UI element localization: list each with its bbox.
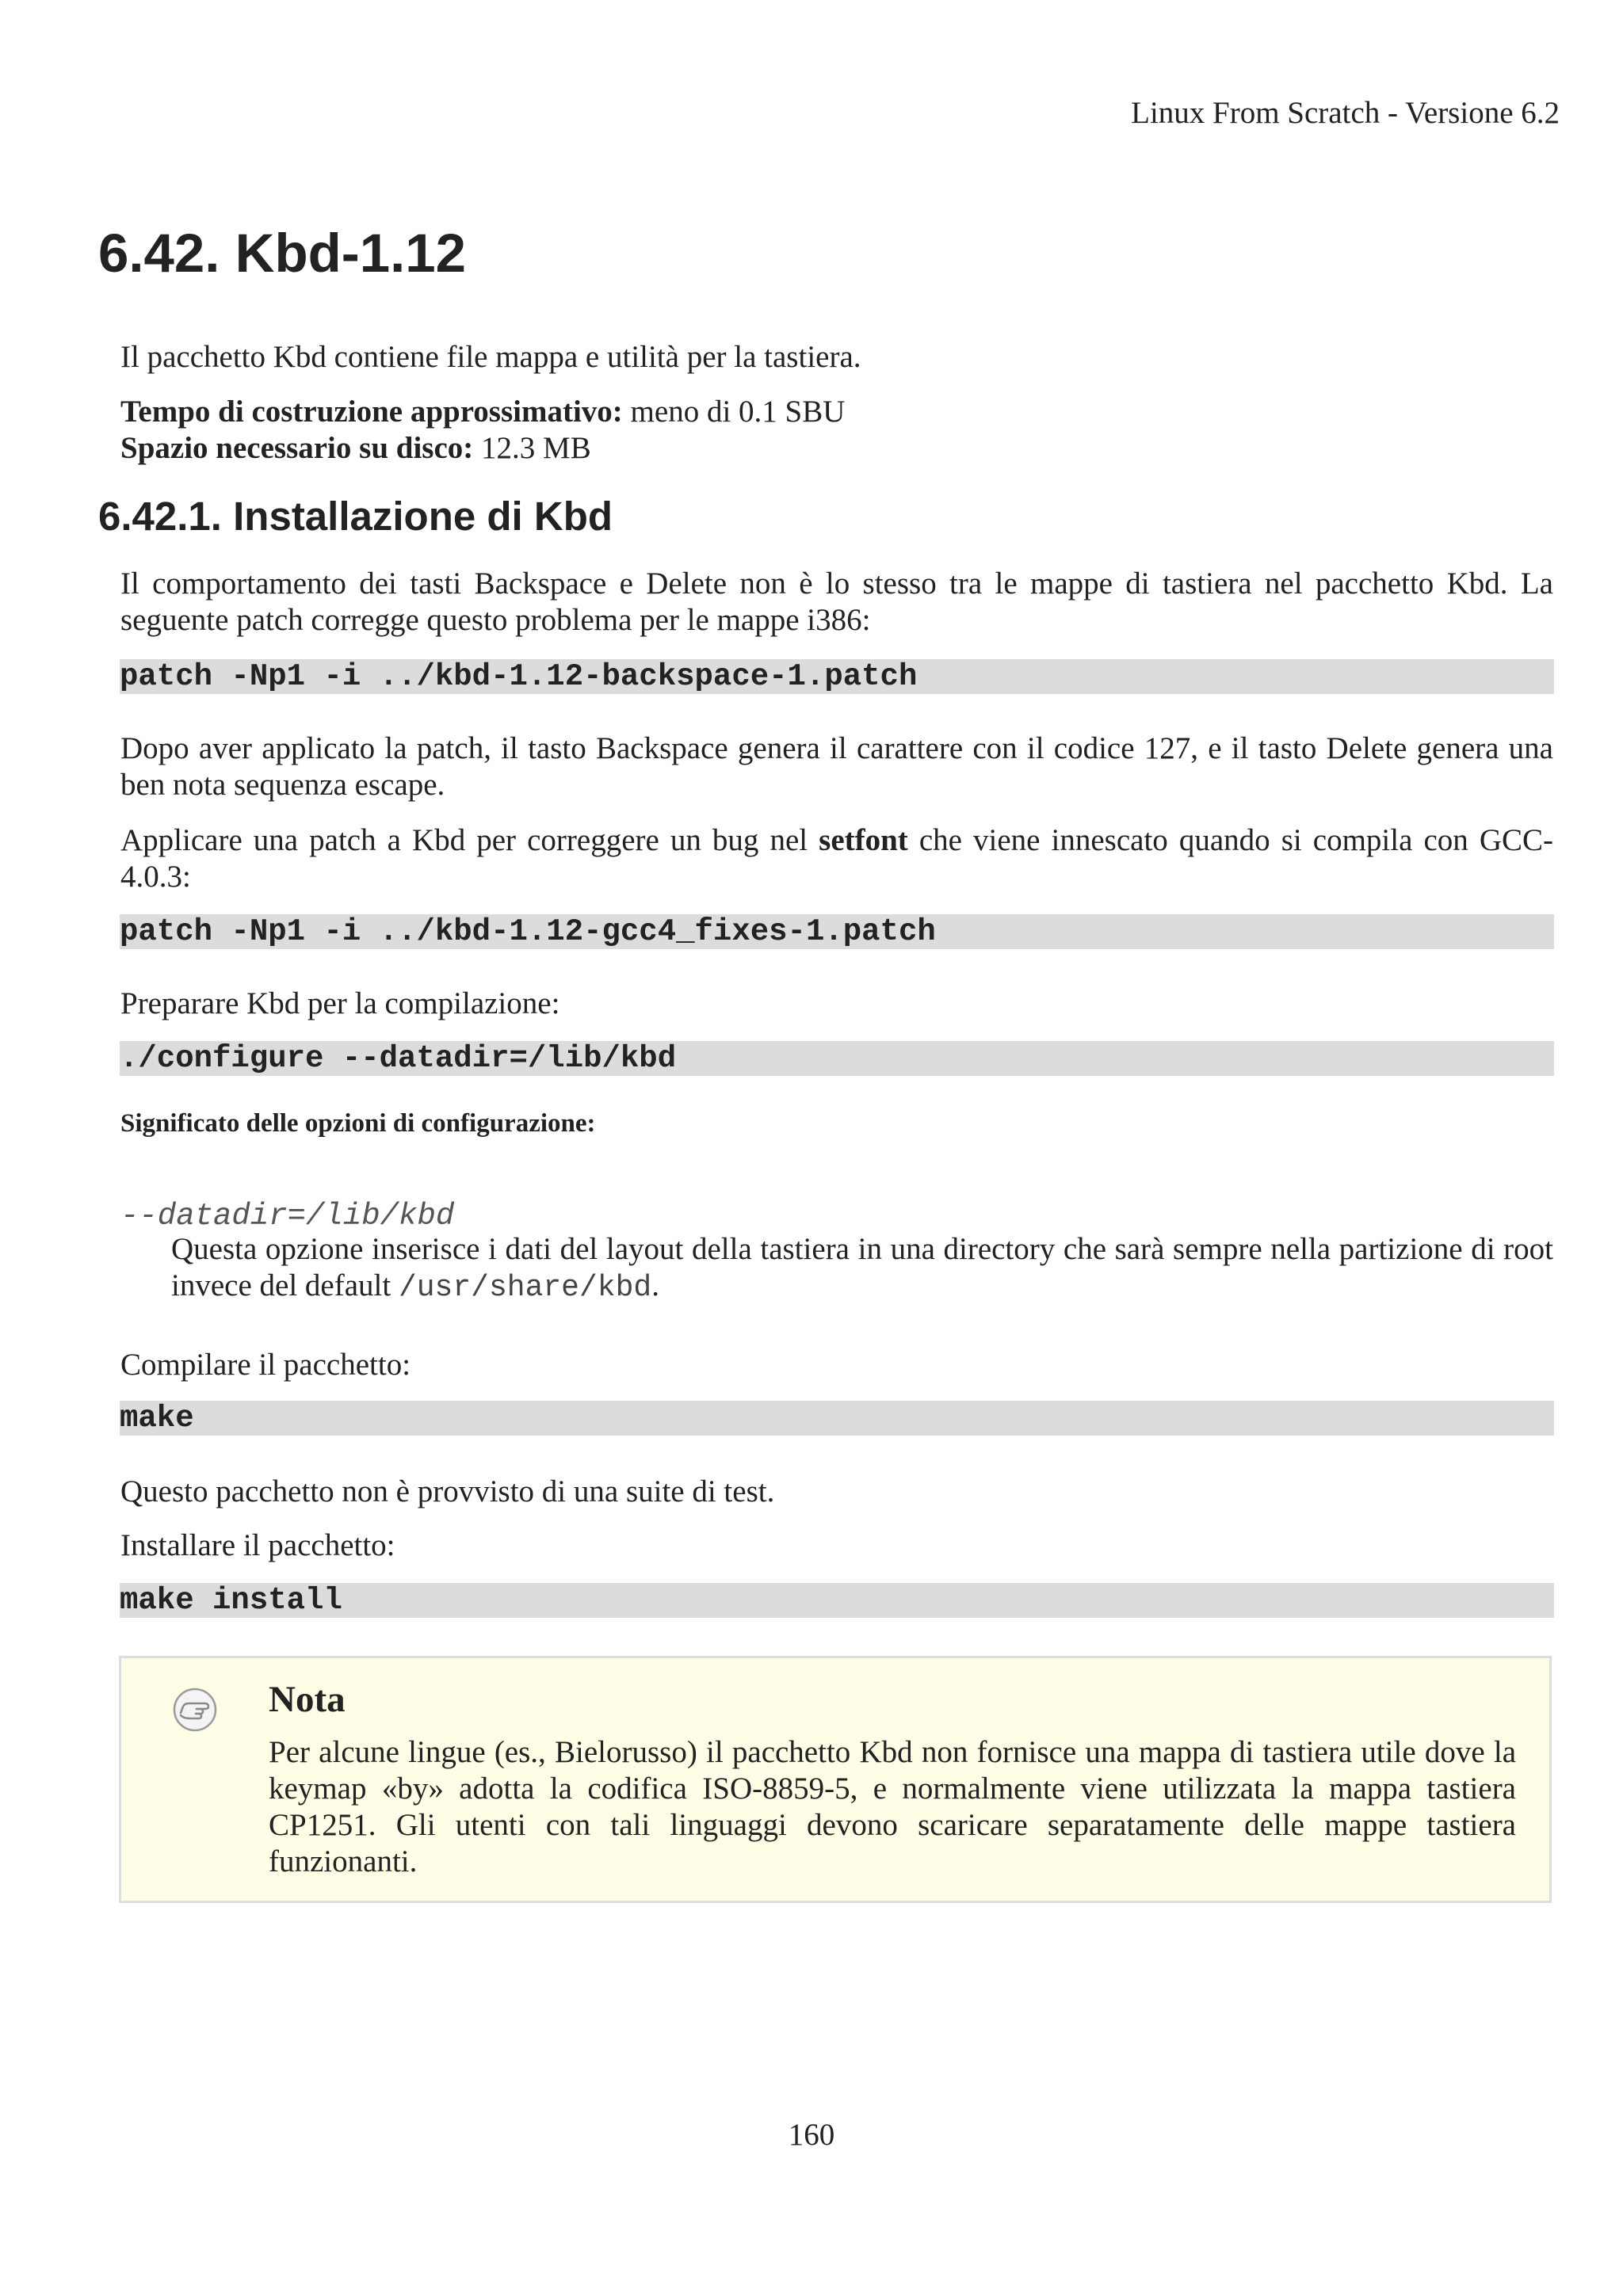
disk-space — [120, 430, 1553, 467]
note-title: Nota — [269, 1679, 346, 1720]
chapter-title: 6.42. Kbd-1.12 — [98, 223, 467, 284]
option-term: --datadir=/lib/kbd — [120, 1199, 455, 1234]
paragraph-backspace-delete: Il comportamento dei tasti Backspace e Delete non è lo stesso tra le mappe di tastiera nel pacchetto Kbd. La seguente patch corregge questo problema per le mappe i386: — [120, 566, 1553, 637]
running-header: Linux From Scratch - Versione 6.2 — [1131, 96, 1560, 130]
build-time-label: Tempo di costruzione approssimativo: — [120, 395, 623, 429]
paragraph-compile: Compilare il pacchetto: — [120, 1348, 411, 1382]
setfont-term: setfont — [819, 823, 908, 857]
option-description: Questa opzione inserisce i dati del layout della tastiera in una directory che sarà sempre nella partizione di root invece del default /usr/share/kbd. — [171, 1232, 1553, 1305]
paragraph-setfont-patch: Applicare una patch a Kbd per correggere un bug nel setfont che viene innescato quando si compila con GCC-4.0.3: — [120, 823, 1553, 894]
pointing-hand-icon — [172, 1687, 218, 1733]
note-text: Per alcune lingue (es., Bielorusso) il pacchetto Kbd non fornisce una mappa di tastiera utile dove la keymap «by» adotta la codifica ISO-8859-5, e normalmente viene utilizzata la mappa tastiera CP1251. Gli utenti con tali linguaggi devono scaricare separatamente delle mappe tastiera funzionanti. — [269, 1735, 1516, 1878]
package-description: Il pacchetto Kbd contiene file mappa e utilità per la tastiera. — [120, 340, 861, 374]
paragraph-install: Installare il pacchetto: — [120, 1528, 395, 1562]
command-configure: ./configure --datadir=/lib/kbd — [120, 1041, 1554, 1076]
command-gcc4-patch: patch -Np1 -i ../kbd-1.12-gcc4_fixes-1.patch — [120, 914, 1554, 949]
paragraph-prepare: Preparare Kbd per la compilazione: — [120, 986, 560, 1020]
disk-space-value: 12.3 MB — [473, 431, 591, 465]
note-box — [119, 1656, 1552, 1903]
section-title: 6.42.1. Installazione di Kbd — [98, 494, 613, 539]
command-make-install: make install — [120, 1583, 1554, 1618]
default-path: /usr/share/kbd — [398, 1271, 652, 1305]
page-number: 160 — [788, 2118, 835, 2152]
command-make: make — [120, 1401, 1554, 1436]
options-heading: Significato delle opzioni di configurazione: — [120, 1109, 596, 1138]
command-backspace-patch: patch -Np1 -i ../kbd-1.12-backspace-1.patch — [120, 659, 1554, 694]
disk-space-label: Spazio necessario su disco: — [120, 431, 474, 465]
build-time — [120, 394, 1553, 430]
paragraph-after-patch: Dopo aver applicato la patch, il tasto Backspace genera il carattere con il codice 127, e il tasto Delete genera una ben nota sequenza escape. — [120, 731, 1553, 802]
paragraph-no-tests: Questo pacchetto non è provvisto di una suite di test. — [120, 1474, 775, 1508]
build-time-value: meno di 0.1 SBU — [622, 395, 846, 429]
